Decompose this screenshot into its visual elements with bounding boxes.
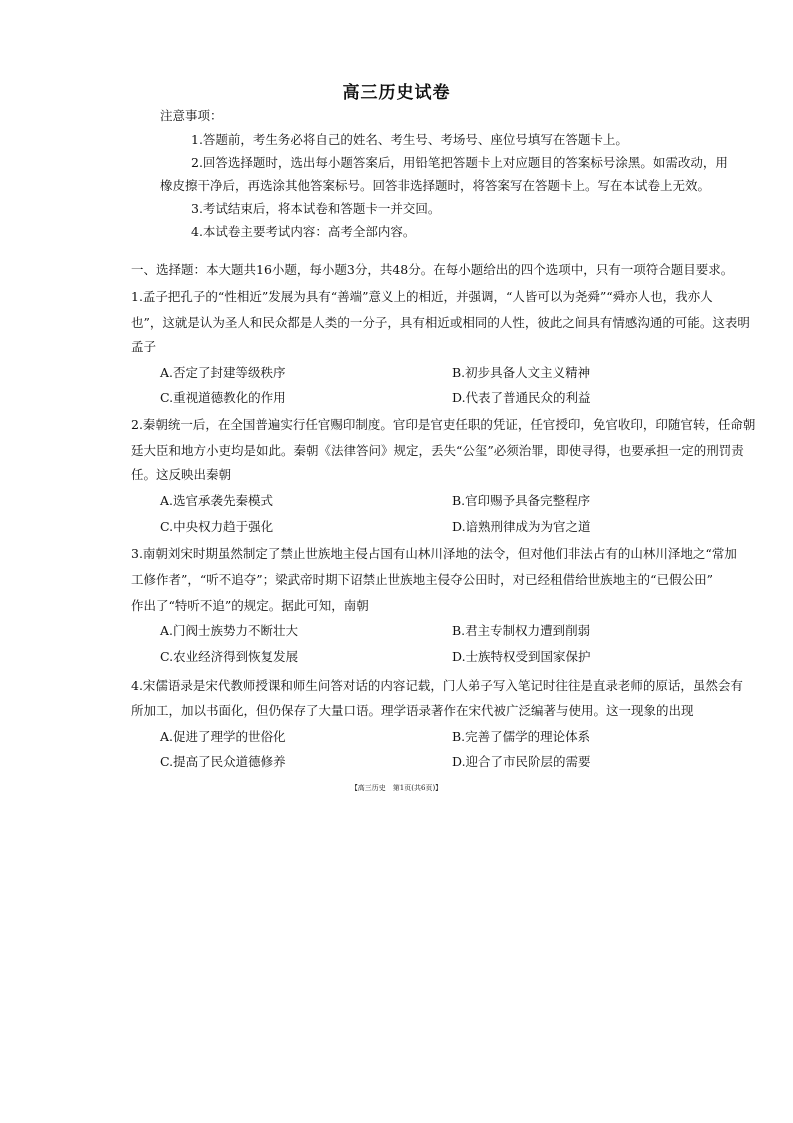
question-1-text: 孟子 <box>131 339 157 354</box>
question-3-option-c: C.农业经济得到恢复发展 <box>160 649 299 664</box>
question-2-text: 廷大臣和地方小吏均是如此。秦朝《法律答问》规定，丢失“公玺”必须治罪，即使寻得，也要承担一定的刑罚责 <box>131 443 744 458</box>
question-2-text: 任。这反映出秦朝 <box>131 467 232 482</box>
section-heading: 一、选择题：本大题共16小题，每小题3分，共48分。在每小题给出的四个选项中，只有一项符合题目要求。 <box>131 262 734 277</box>
question-4-option-b: B.完善了儒学的理论体系 <box>452 729 591 744</box>
question-3-text: 工修作者”，“听不追夺”；梁武帝时期下诏禁止世族地主侵夺公田时，对已经租借给世族地主的“已假公田” <box>131 572 713 587</box>
question-4-text: 4.宋儒语录是宋代教师授课和师生问答对话的内容记载，门人弟子写入笔记时往往是直录老师的原话，虽然会有 <box>131 678 743 693</box>
notice-item: 2.回答选择题时，选出每小题答案后，用铅笔把答题卡上对应题目的答案标号涂黑。如需改动，用 <box>191 155 728 170</box>
question-1-option-b: B.初步具备人文主义精神 <box>452 365 591 380</box>
question-4-option-c: C.提高了民众道德修养 <box>160 754 286 769</box>
question-3-option-a: A.门阀士族势力不断壮大 <box>160 623 299 638</box>
notice-heading: 注意事项： <box>160 108 223 123</box>
question-2-option-d: D.谙熟刑律成为为官之道 <box>452 519 591 534</box>
question-1-text: 也”，这就是认为圣人和民众都是人类的一分子，具有相近或相同的人性，彼此之间具有情感沟通的可能。这表明 <box>131 315 750 330</box>
question-3-option-d: D.士族特权受到国家保护 <box>452 649 591 664</box>
page-footer: 【高三历史 第1页(共6页)】 <box>350 784 443 792</box>
question-4-option-d: D.迎合了市民阶层的需要 <box>452 754 591 769</box>
question-1-option-d: D.代表了普通民众的利益 <box>452 390 591 405</box>
notice-item: 3.考试结束后，将本试卷和答题卡一并交回。 <box>191 201 441 216</box>
question-2-option-c: C.中央权力趋于强化 <box>160 519 274 534</box>
page-title: 高三历史试卷 <box>342 83 451 103</box>
question-4-text: 所加工，加以书面化，但仍保存了大量口语。理学语录著作在宋代被广泛编著与使用。这一现象的出现 <box>131 703 694 718</box>
question-3-option-b: B.君主专制权力遭到削弱 <box>452 623 591 638</box>
question-1-text: 1.孟子把孔子的“性相近”发展为具有“善端”意义上的相近，并强调，“人皆可以为尧舜”“舜亦人也，我亦人 <box>131 289 713 304</box>
notice-item: 1.答题前，考生务必将自己的姓名、考生号、考场号、座位号填写在答题卡上。 <box>191 132 628 147</box>
question-3-text: 作出了“特听不追”的规定。据此可知，南朝 <box>131 598 369 613</box>
question-2-option-a: A.选官承袭先秦模式 <box>160 493 274 508</box>
question-2-option-b: B.官印赐予具备完整程序 <box>452 493 591 508</box>
notice-item: 4.本试卷主要考试内容：高考全部内容。 <box>191 224 416 239</box>
notice-item-continued: 橡皮擦干净后，再选涂其他答案标号。回答非选择题时，将答案写在答题卡上。写在本试卷上无效。 <box>160 178 711 193</box>
question-1-option-a: A.否定了封建等级秩序 <box>160 365 286 380</box>
question-4-option-a: A.促进了理学的世俗化 <box>160 729 286 744</box>
question-1-option-c: C.重视道德教化的作用 <box>160 390 286 405</box>
question-2-text: 2.秦朝统一后，在全国普遍实行任官赐印制度。官印是官吏任职的凭证，任官授印，免官收印，印随官转，任命朝 <box>131 417 756 432</box>
question-3-text: 3.南朝刘宋时期虽然制定了禁止世族地主侵占国有山林川泽地的法令，但对他们非法占有的山林川泽地之“常加 <box>131 546 737 561</box>
